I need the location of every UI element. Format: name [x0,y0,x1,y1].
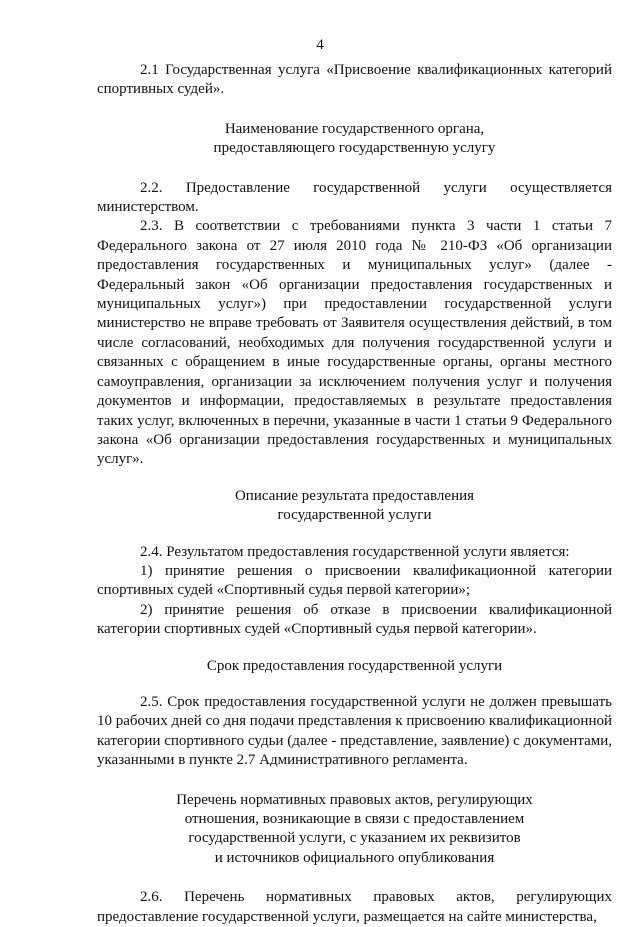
paragraph-2-3: 2.3. В соответствии с требованиями пункта 3 части 1 статьи 7 Федерального закона от 27 июля 2010 года № 210-ФЗ «Об организации предоставления государственных и муниципальных услуг» (далее - Федеральный закон «Об организации предоставления государственных и муниципальных услуг») при предоставлении государственной услуги министерство не вправе требовать от Заявителя осуществления действий, в том числе согласований, необходимых для получения государственной услуги и связанных с обращением в иные государственные органы, органы местного самоуправления, организации за исключением получения услуг и получения документов и информации, предоставляемых в результате предоставления таких услуг, включенных в перечни, указанные в части 1 статьи 9 Федерального закона «Об организации предоставления государственных и муниципальных услуг». [97,218,612,468]
heading-legal-acts-line-1: Перечень нормативных правовых актов, регулирующих [176,791,533,808]
heading-authority-line-1: Наименование государственного органа, [224,120,485,137]
paragraph-2-4: 2.4. Результатом предоставления государственной услуги является: [140,543,570,560]
heading-term: Срок предоставления государственной услуги [206,657,503,674]
heading-legal-acts-line-3: государственной услуги, с указанием их реквизитов [188,830,521,847]
paragraph-2-2: 2.2. Предоставление государственной услуги осуществляется министерством. [97,179,612,216]
paragraph-2-5: 2.5. Срок предоставления государственной услуги не должен превышать 10 рабочих дней со дня подачи представления к присвоению квалификационной категории спортивного судьи (далее - представление, заявление) с документами, указанными в пункте 2.7 Административного регламента. [97,693,612,769]
heading-result-line-2: государственной услуги [277,507,432,524]
page-number: 4 [316,37,324,53]
heading-result-line-1: Описание результата предоставления [234,487,475,504]
heading-result [97,487,612,526]
paragraph-2-4-item-1: 1) принятие решения о присвоении квалификационной категории спортивных судей «Спортивный судья первой категории»; [97,562,612,599]
heading-authority [97,120,612,159]
paragraph-2-6: 2.6. Перечень нормативных правовых актов, регулирующих предоставление государственной услуги, размещается на сайте министерства, [97,889,612,925]
heading-legal-acts-line-2: отношения, возникающие в связи с предоставлением [184,811,525,827]
paragraph-2-1: 2.1 Государственная услуга «Присвоение квалификационных категорий спортивных судей». [97,62,612,98]
document-body [97,61,612,927]
heading-authority-line-2: предоставляющего государственную услугу [213,140,496,157]
heading-legal-acts [97,791,612,869]
heading-legal-acts-line-4: и источников официального опубликования [214,849,495,866]
paragraph-2-4-item-2: 2) принятие решения об отказе в присвоении квалификационной категории спортивных судей «Спортивный судья первой категории». [97,601,612,638]
